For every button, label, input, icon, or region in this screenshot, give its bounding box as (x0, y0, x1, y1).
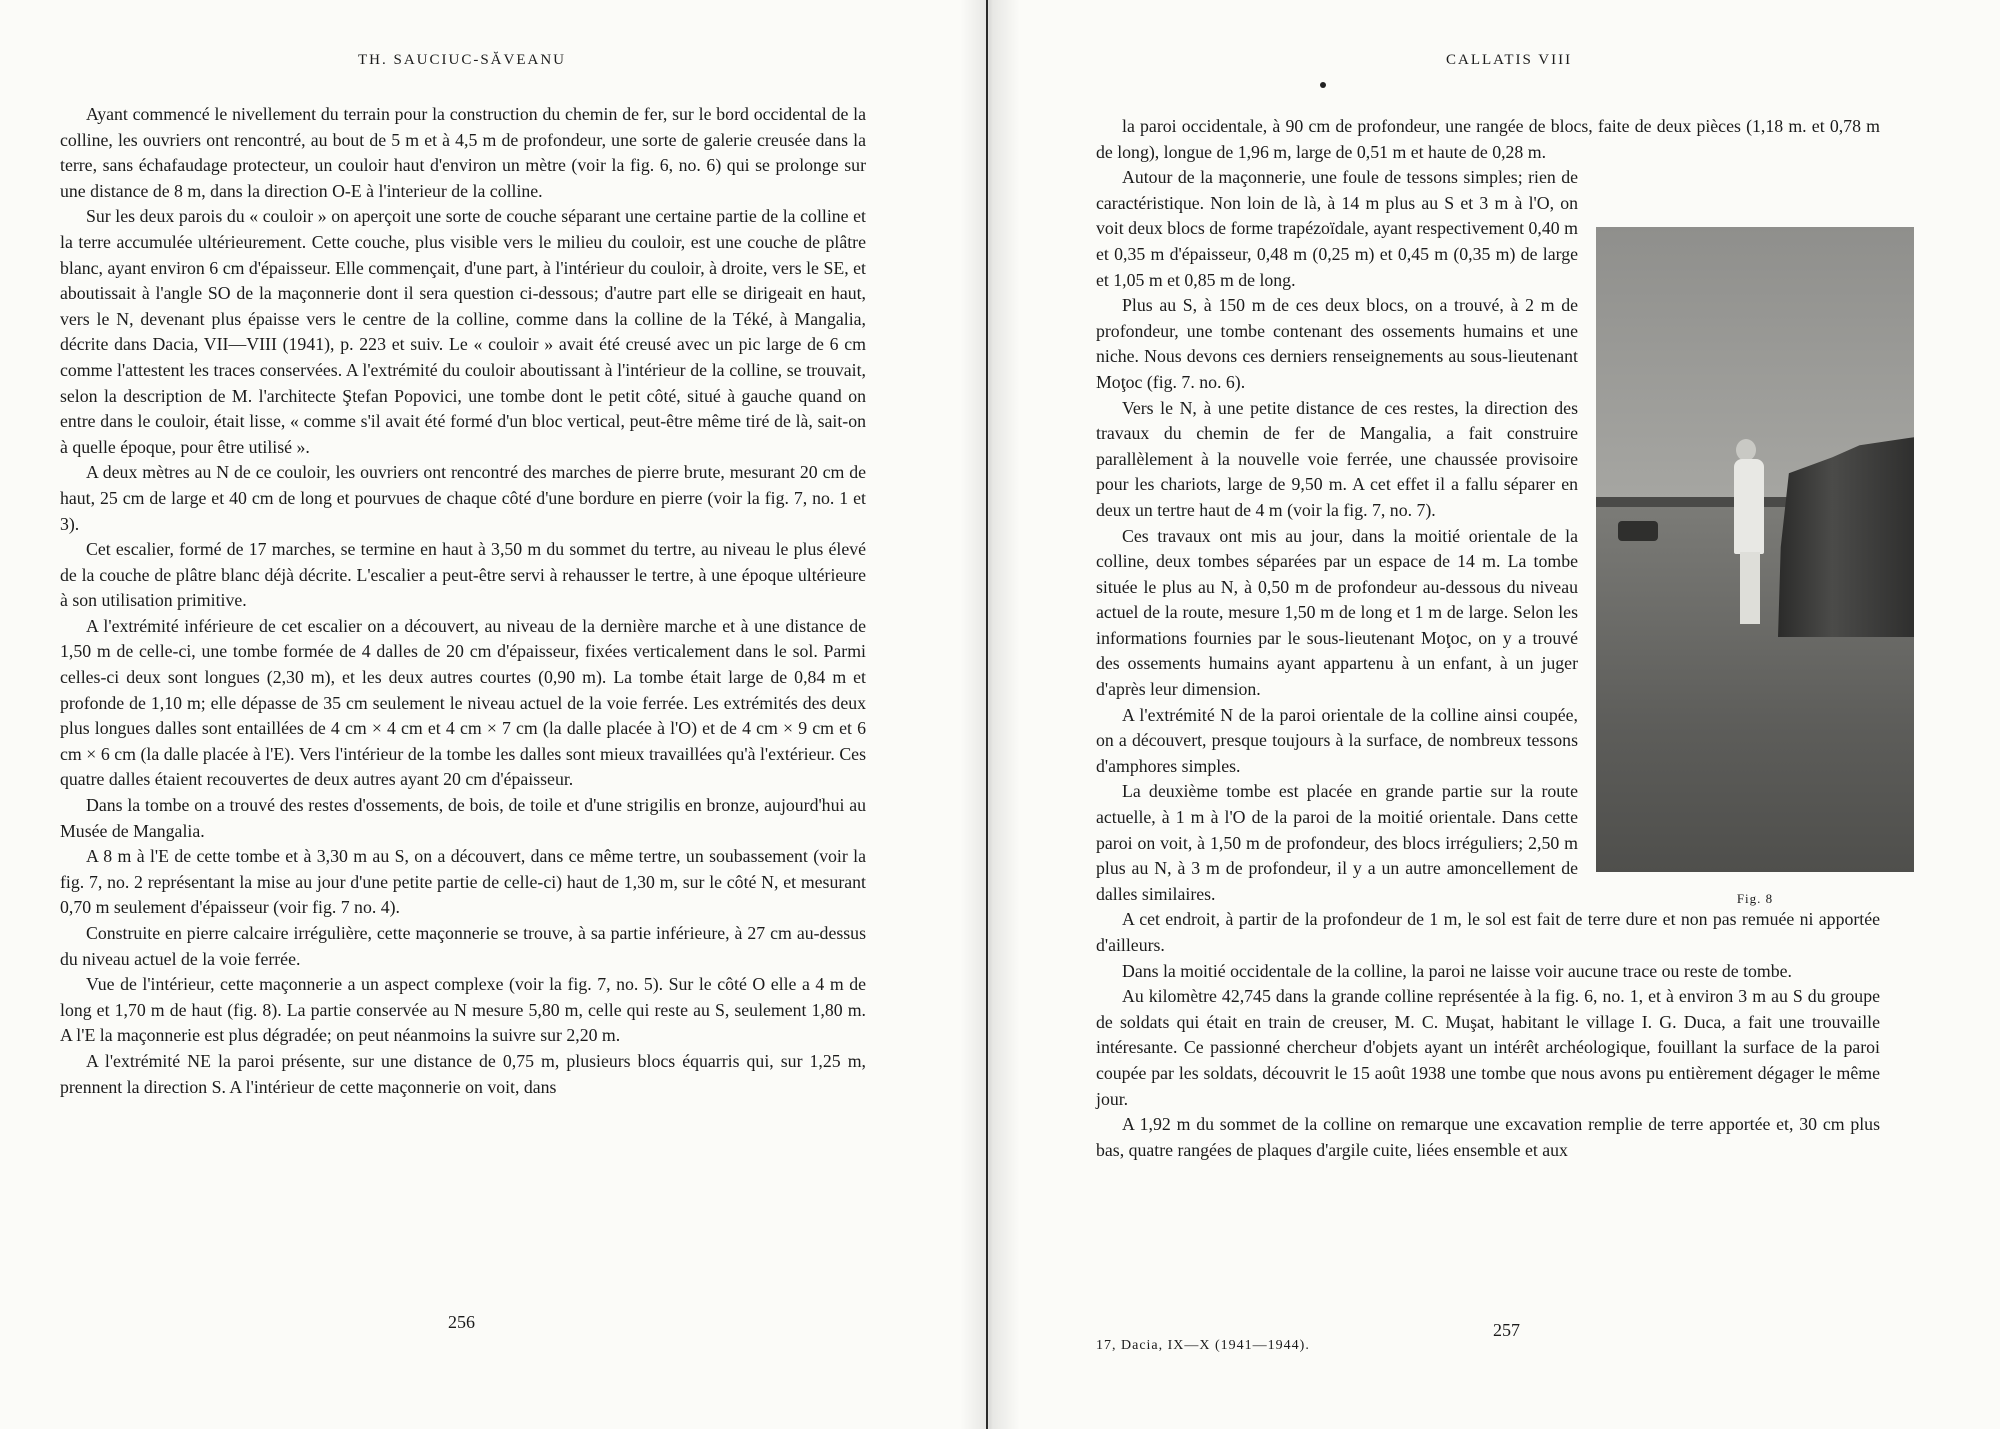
photo-person-legs (1740, 552, 1760, 624)
running-head: CALLATIS VIII (1446, 52, 1573, 68)
paragraph: Ayant commencé le nivellement du terrain pour la construction du chemin de fer, sur le bord occidental de la colline, les ouvriers ont rencontré, au bout de 5 m et à 4,5 m de profondeur, une sorte de galerie creusée dans la terre, sans échafaudage protecteur, un couloir haut d'environ un mètre (voir la fig. 6, no. 6) qui se prolonge sur une distance de 8 m, dans la direction O-E à l'interieur de la colline. (60, 104, 866, 201)
paragraph: A deux mètres au N de ce couloir, les ouvriers ont rencontré des marches de pierre brute, mesurant 20 cm de haut, 25 cm de large et 40 cm de long et pourvues de chaque côté d'une bordure en pierre (voir la fig. 7, no. 1 et 3). (60, 462, 866, 534)
paragraph: A 8 m à l'E de cette tombe et à 3,30 m au S, on a découvert, dans ce même tertre, un soubassement (voir la fig. 7, no. 2 représentant la mise au jour d'une petite partie de celle-ci) haut de 1,30 m, sur le côté N, et mesurant 0,70 m seulement d'épaisseur (voir fig. 7 no. 4). (60, 846, 866, 918)
paragraph: Autour de la maçonnerie, une foule de tessons simples; rien de caractéristique. Non loin de là, à 14 m plus au S et 3 m à l'O, on voit deux blocs de forme trapézoïdale, ayant respectivement 0,40 m et 0,35 m d'épaisseur, 0,48 m (0,25 m) et 0,45 m (0,35 m) de large et 1,05 m et 0,85 m de long. (1096, 167, 1578, 290)
bullet-mark (1320, 82, 1326, 88)
footnote: 17, Dacia, IX—X (1941—1944). (1096, 1338, 1310, 1353)
body-text (60, 102, 866, 1100)
paragraph: A l'extrémité N de la paroi orientale de la colline ainsi coupée, on a découvert, presque toujours à la surface, de nombreux tessons d'amphores simples. (1096, 704, 1578, 776)
figure-caption: Fig. 8 (1736, 891, 1774, 907)
paragraph: Au kilomètre 42,745 dans la grande colline représentée à la fig. 6, no. 1, et à environ 3 m au S du groupe de soldats qui était en train de creuser, M. C. Muşat, habitant le village I. G. Duca, a fait une trouvaille intéresante. Ce passionné chercheur d'objets ayant un intérêt archéologique, fouillant la surface de la paroi coupée par les soldats, découvrit le 15 août 1938 une tombe que nous avons pu entièrement dégager le même jour. (1096, 986, 1880, 1109)
right-page (988, 0, 2000, 1429)
figure (1596, 165, 1914, 907)
paragraph: Construite en pierre calcaire irrégulière, cette maçonnerie se trouve, à sa partie inférieure, à 27 cm au-dessus du niveau actuel de la voie ferrée. (60, 923, 866, 969)
figure-photo (1596, 227, 1914, 872)
photo-animal (1618, 521, 1658, 541)
paragraph: Dans la tombe on a trouvé des restes d'ossements, de bois, de toile et d'une strigilis en bronze, aujourd'hui au Musée de Mangalia. (60, 795, 866, 841)
running-head: TH. SAUCIUC-SĂVEANU (358, 52, 567, 68)
paragraph: Sur les deux parois du « couloir » on aperçoit une sorte de couche séparant une certaine partie de la colline et la terre accumulée ultérieurement. Cette couche, plus visible vers le milieu du couloir, est une couche de plâtre blanc, ayant environ 6 cm d'épaisseur. Elle commençait, d'une part, à l'intérieur du couloir, à droite, vers le SE, et aboutissait à l'angle SO de la maçonnerie dont il sera question ci-dessous; d'autre part elle se dirigeait en haut, vers le N, devenant plus épaisse vers le centre de la colline, comme dans la colline de la Téké, à Mangalia, décrite dans Dacia, VII—VIII (1941), p. 223 et suiv. Le « couloir » avait été creusé avec un pic large de 6 cm comme l'attestent les traces conservées. A l'extrémité du couloir aboutissant à l'intérieur de la colline, se trouvait, selon la description de M. l'architecte Ştefan Popovici, une tombe dont le petit côté, situé à gauche quand on entre dans le couloir, était lisse, « comme s'il avait été formé d'un bloc vertical, peut-être même tiré de là, sait-on à quelle époque, pour être utilisé ». (60, 206, 866, 457)
body-text (1096, 114, 1880, 1163)
paragraph: A l'extrémité inférieure de cet escalier on a découvert, au niveau de la dernière marche et à une distance de 1,50 m de celle-ci, une tombe formée de 4 dalles de 20 cm d'épaisseur, fixées verticalement dans le sol. Parmi celles-ci deux sont longues (2,30 m), et les deux autres courtes (0,90 m). La tombe était large de 0,84 m et profonde de 1,10 m; elle dépasse de 35 cm seulement le niveau actuel de la voie ferrée. Les extrémités des deux plus longues dalles sont entaillées de 4 cm × 4 cm et 4 cm × 7 cm (la dalle placée à l'O) et de 4 cm × 9 cm et 6 cm × 6 cm (la dalle placée à l'E). Vers l'intérieur de la tombe les dalles sont mieux travaillées qu'à l'extérieur. Ces quatre dalles étaient recouvertes de deux autres ayant 20 cm d'épaisseur. (60, 615, 866, 790)
paragraph: Vue de l'intérieur, cette maçonnerie a un aspect complexe (voir la fig. 7, no. 5). Sur le côté O elle a 4 m de long et 1,70 m de haut (fig. 8). La partie conservée au N mesure 5,80 m, celle qui reste au S, seulement 1,80 m. A l'E la maçonnerie est plus dégradée; on peut néanmoins la suivre sur 2,20 m. (60, 974, 866, 1046)
paragraph: A l'extrémité NE la paroi présente, sur une distance de 0,75 m, plusieurs blocs équarris qui, sur 1,25 m, prennent la direction S. A l'intérieur de cette maçonnerie on voit, dans (60, 1050, 866, 1097)
photo-person (1734, 459, 1764, 554)
paragraph: A cet endroit, à partir de la profondeur de 1 m, le sol est fait de terre dure et non pas remuée ni apportée d'ailleurs. (1096, 909, 1880, 955)
paragraph: Plus au S, à 150 m de ces deux blocs, on a trouvé, à 2 m de profondeur, une tombe contenant des ossements humains et une niche. Nous devons ces derniers renseignements au sous-lieutenant Moţoc (fig. 7. no. 6). (1096, 295, 1578, 392)
paragraph: la paroi occidentale, à 90 cm de profondeur, une rangée de blocs, faite de deux pièces (1,18 m. et 0,78 m de long), longue de 1,96 m, large de 0,51 m et haute de 0,28 m. (1096, 116, 1880, 162)
paragraph: Ces travaux ont mis au jour, dans la moitié orientale de la colline, deux tombes séparées par un espace de 14 m. La tombe située le plus au N, à 0,50 m de profondeur au-dessous du niveau actuel de la route, mesure 1,50 m de long et 1 m de large. Selon les informations fournies par le sous-lieutenant Moţoc, on y a trouvé des ossements humains ayant appartenu à un enfant, à un juger d'après leur dimension. (1096, 525, 1578, 700)
paragraph: La deuxième tombe est placée en grande partie sur la route actuelle, à 1 m à l'O de la paroi de la moitié orientale. Dans cette paroi on voit, à 1,50 m de profondeur, des blocs irréguliers; 2,50 m plus au N, à 3 m de profondeur, il y a un autre amoncellement de dalles similaires. (1096, 781, 1578, 904)
paragraph: Dans la moitié occidentale de la colline, la paroi ne laisse voir aucune trace ou reste de tombe. (1122, 960, 1792, 981)
left-page (0, 0, 986, 1429)
paragraph: A 1,92 m du sommet de la colline on remarque une excavation remplie de terre apportée et, 30 cm plus bas, quatre rangées de plaques d'argile cuite, liées ensemble et aux (1096, 1114, 1880, 1160)
page-number: 257 (1493, 1320, 1520, 1340)
paragraph: Vers le N, à une petite distance de ces restes, la direction des travaux du chemin de fer de Mangalia, a fait construire parallèlement à la nouvelle voie ferrée, une chaussée provisoire pour les chariots, large de 9,50 m. A cet effet il a fallu séparer en deux un tertre haut de 4 m (voir la fig. 7, no. 7). (1096, 397, 1578, 520)
paragraph: Cet escalier, formé de 17 marches, se termine en haut à 3,50 m du sommet du tertre, au niveau le plus élevé de la couche de plâtre blanc déjà décrite. L'escalier a peut-être servi à rehausser le tertre, à une époque ultérieure à son utilisation primitive. (60, 539, 866, 611)
page-number: 256 (448, 1312, 475, 1332)
